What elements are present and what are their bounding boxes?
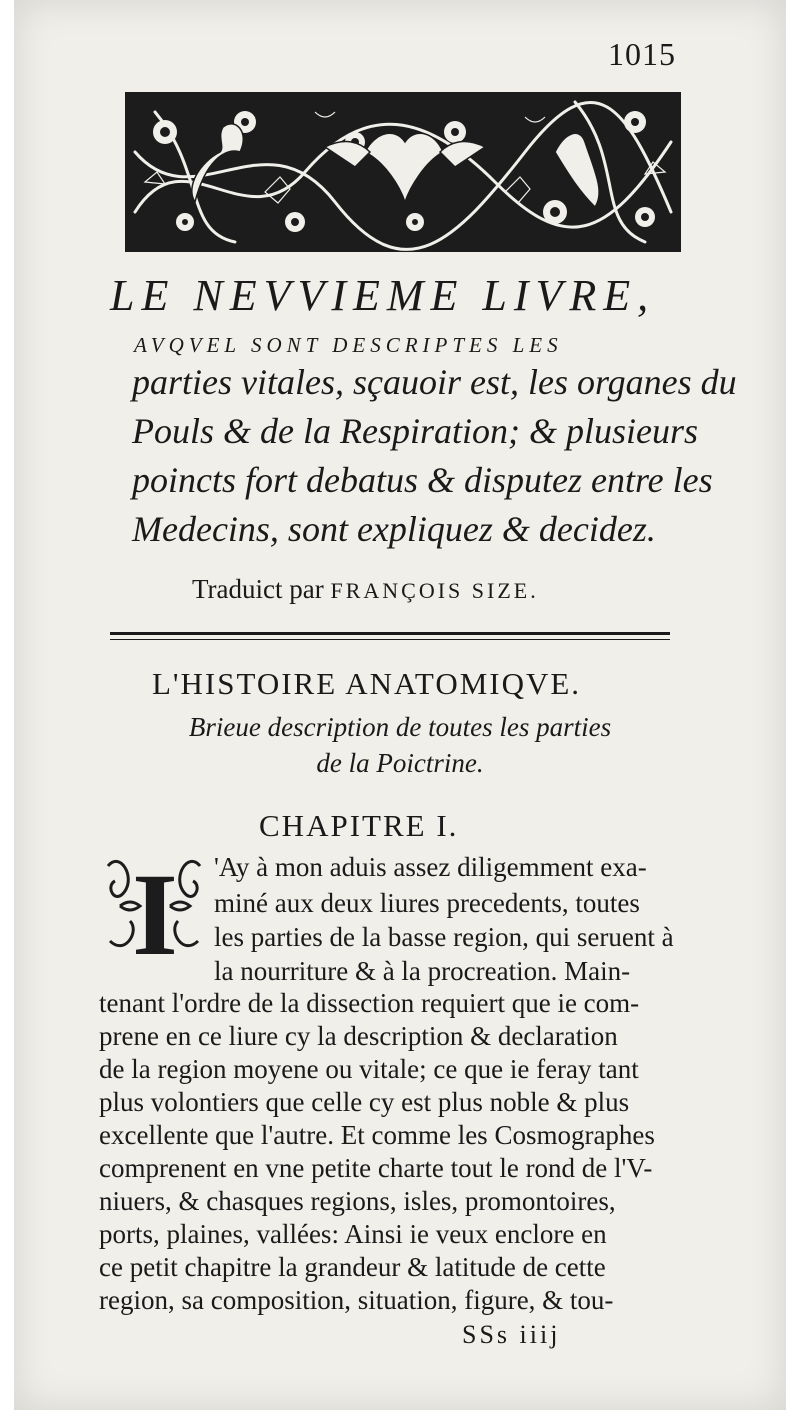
subtitle-line: poincts fort debatus & disputez entre les: [132, 460, 713, 500]
woodcut-headpiece-ornament: [125, 92, 681, 252]
body-text-line: excellente que l'autre. Et comme les Cosmographes: [99, 1120, 655, 1150]
subtitle-line: Pouls & de la Respiration; & plusieurs: [132, 411, 698, 451]
divider-rule: [110, 632, 670, 635]
body-text-line: les parties de la basse region, qui seruent à: [214, 922, 674, 952]
translator-name: FRANÇOIS SIZE.: [330, 578, 539, 603]
body-text-line: prene en ce liure cy la description & declaration: [99, 1021, 618, 1051]
section-title: L'HISTOIRE ANATOMIQVE.: [152, 666, 582, 701]
translator-prefix: Traduict par: [192, 574, 331, 604]
signature-mark: SSs iiij: [462, 1320, 561, 1349]
page-number: 1015: [608, 36, 676, 72]
body-text-line: niuers, & chasques regions, isles, promontoires,: [99, 1186, 616, 1216]
body-text-line: plus volontiers que celle cy est plus noble & plus: [99, 1087, 630, 1117]
translator-credit: [192, 574, 539, 605]
body-text-line: tenant l'ordre de la dissection requiert que ie com-: [99, 988, 640, 1018]
subtitle-line: Medecins, sont expliquez & decidez.: [132, 509, 656, 549]
body-text-line: miné aux deux liures precedents, toutes: [214, 888, 640, 918]
body-text-line: 'Ay à mon aduis assez diligemment exa-: [214, 852, 647, 882]
book-title: LE NEVVIEME LIVRE,: [110, 271, 656, 320]
chapter-heading: CHAPITRE I.: [259, 808, 459, 843]
subtitle-caps-line: AVQVEL SONT DESCRIPTES LES: [134, 333, 563, 357]
body-text-line: comprenent en vne petite charte tout le rond de l'V-: [99, 1153, 653, 1183]
book-page: [14, 0, 786, 1410]
body-text-line: de la region moyene ou vitale; ce que ie feray tant: [99, 1054, 639, 1084]
section-subtitle-line: de la Poictrine.: [316, 748, 484, 778]
decorated-drop-cap: [100, 846, 210, 966]
body-text-line: la nourriture & à la procreation. Main-: [214, 956, 631, 986]
drop-cap-letter: I: [132, 849, 178, 966]
body-text-line: region, sa composition, situation, figure, & tou-: [99, 1285, 614, 1315]
divider-rule: [110, 639, 670, 640]
body-text-line: ce petit chapitre la grandeur & latitude de cette: [99, 1252, 606, 1282]
body-text-line: ports, plaines, vallées: Ainsi ie veux enclore en: [99, 1219, 607, 1249]
section-subtitle-line: Brieue description de toutes les parties: [188, 712, 612, 742]
subtitle-line: parties vitales, sçauoir est, les organes du: [132, 362, 737, 402]
